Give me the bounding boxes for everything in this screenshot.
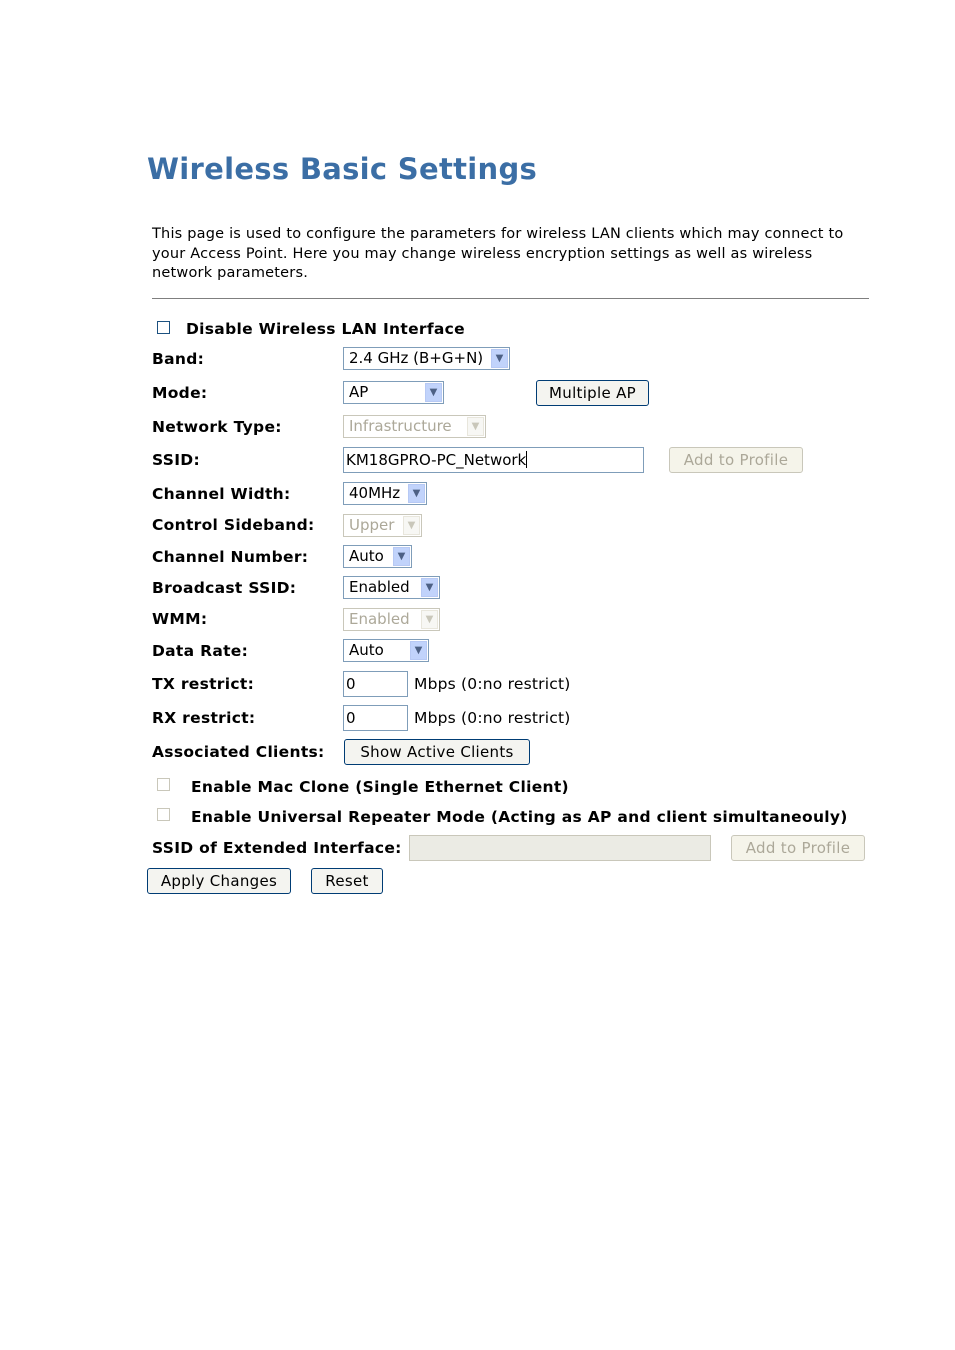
text-caret <box>526 451 527 468</box>
wmm-select[interactable] <box>343 608 440 631</box>
extended-add-to-profile-button[interactable]: Add to Profile <box>731 835 865 861</box>
page-description: This page is used to configure the parameters for wireless LAN clients which may connect to your Access Point. Here you may change wireless encryption settings as well as wireless network parameters. <box>152 226 844 281</box>
channel-width-label: Channel Width: <box>152 485 291 503</box>
ssid-add-to-profile-button[interactable]: Add to Profile <box>669 447 803 473</box>
tx-restrict-value: 0 <box>346 675 356 693</box>
mac-clone-checkbox[interactable] <box>157 778 170 791</box>
rx-restrict-input[interactable] <box>343 705 408 731</box>
broadcast-ssid-label: Broadcast SSID: <box>152 579 297 597</box>
multiple-ap-button[interactable]: Multiple AP <box>536 380 649 406</box>
reset-button[interactable]: Reset <box>311 868 383 894</box>
disable-wlan-checkbox[interactable] <box>157 321 170 334</box>
chevron-down-icon[interactable]: ▼ <box>467 417 484 436</box>
page-title: Wireless Basic Settings <box>147 152 538 186</box>
channel-width-value: 40MHz <box>349 484 401 502</box>
chevron-down-icon[interactable]: ▼ <box>425 383 442 402</box>
chevron-down-icon[interactable]: ▼ <box>408 484 425 503</box>
chevron-down-icon[interactable]: ▼ <box>421 578 438 597</box>
broadcast-ssid-value: Enabled <box>349 578 410 596</box>
tx-restrict-unit: Mbps (0:no restrict) <box>414 675 571 693</box>
band-value: 2.4 GHz (B+G+N) <box>349 349 484 367</box>
apply-changes-button[interactable]: Apply Changes <box>147 868 291 894</box>
network-type-select[interactable] <box>343 415 486 438</box>
channel-number-value: Auto <box>349 547 384 565</box>
mac-clone-label: Enable Mac Clone (Single Ethernet Client) <box>191 778 569 796</box>
network-type-value: Infrastructure <box>349 417 452 435</box>
control-sideband-select[interactable] <box>343 514 422 537</box>
universal-repeater-label: Enable Universal Repeater Mode (Acting as AP and client simultaneouly) <box>191 808 848 826</box>
ssid-value: KM18GPRO-PC_Network <box>346 451 527 469</box>
rx-restrict-label: RX restrict: <box>152 709 256 727</box>
ssid-label: SSID: <box>152 451 200 469</box>
band-label: Band: <box>152 350 205 368</box>
rx-restrict-value: 0 <box>346 709 356 727</box>
mode-select[interactable] <box>343 381 444 404</box>
data-rate-select[interactable] <box>343 639 429 662</box>
chevron-down-icon[interactable]: ▼ <box>393 547 410 566</box>
channel-width-select[interactable] <box>343 482 427 505</box>
universal-repeater-checkbox[interactable] <box>157 808 170 821</box>
mode-value: AP <box>349 383 369 401</box>
chevron-down-icon[interactable]: ▼ <box>491 349 508 368</box>
extended-ssid-input[interactable] <box>409 835 711 861</box>
data-rate-value: Auto <box>349 641 384 659</box>
band-select[interactable] <box>343 347 510 370</box>
channel-number-select[interactable] <box>343 545 412 568</box>
control-sideband-value: Upper <box>349 516 395 534</box>
extended-ssid-label: SSID of Extended Interface: <box>152 839 402 857</box>
ssid-input[interactable] <box>343 447 644 473</box>
wmm-value: Enabled <box>349 610 410 628</box>
network-type-label: Network Type: <box>152 418 282 436</box>
rx-restrict-unit: Mbps (0:no restrict) <box>414 709 571 727</box>
tx-restrict-input[interactable] <box>343 671 408 697</box>
chevron-down-icon[interactable]: ▼ <box>410 641 427 660</box>
show-active-clients-button[interactable]: Show Active Clients <box>344 739 530 765</box>
control-sideband-label: Control Sideband: <box>152 516 315 534</box>
associated-clients-label: Associated Clients: <box>152 743 325 761</box>
chevron-down-icon[interactable]: ▼ <box>403 516 420 535</box>
broadcast-ssid-select[interactable] <box>343 576 440 599</box>
disable-wlan-label: Disable Wireless LAN Interface <box>186 320 465 338</box>
mode-label: Mode: <box>152 384 208 402</box>
wmm-label: WMM: <box>152 610 208 628</box>
tx-restrict-label: TX restrict: <box>152 675 255 693</box>
channel-number-label: Channel Number: <box>152 548 309 566</box>
data-rate-label: Data Rate: <box>152 642 249 660</box>
divider <box>152 298 869 299</box>
chevron-down-icon[interactable]: ▼ <box>421 610 438 629</box>
